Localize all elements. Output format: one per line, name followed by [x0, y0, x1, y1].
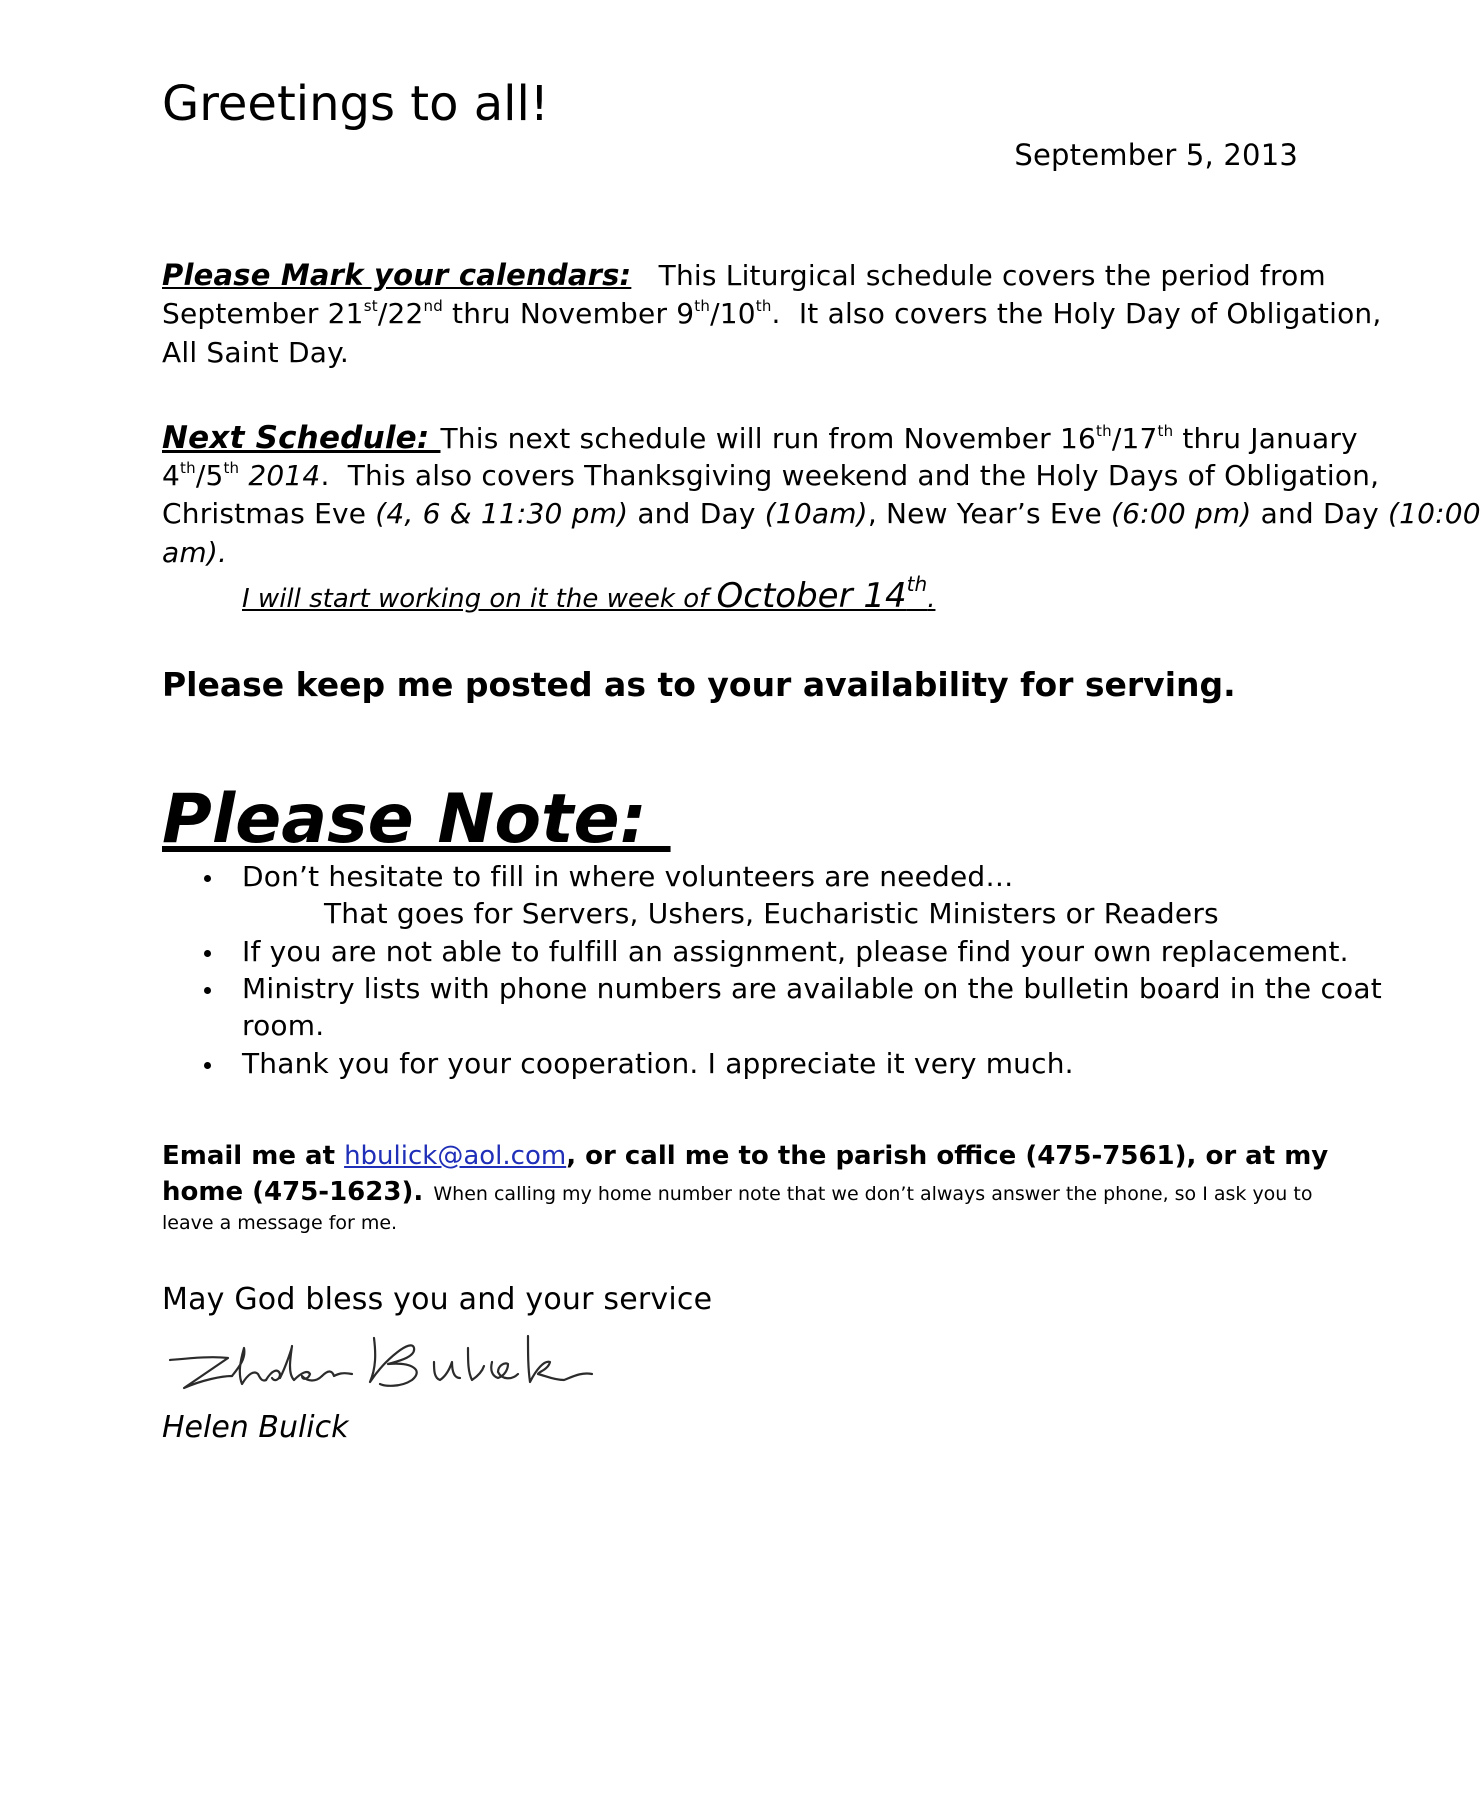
contact-home-phone: home (475-1623). — [162, 1177, 424, 1207]
next-sup-2b: th — [223, 459, 240, 477]
start-text: I will start working on it the week of — [242, 584, 717, 614]
bullet-dot-2 — [204, 950, 211, 957]
blessing-line: May God bless you and your service — [162, 1282, 713, 1317]
mark-line-1 — [162, 258, 1326, 292]
next-text-2b: /5 — [195, 459, 224, 492]
start-sup: th — [906, 572, 928, 596]
next-text-1c: thru January — [1173, 422, 1358, 455]
contact-line-3: leave a message for me. — [162, 1212, 398, 1234]
bullet-dot-1 — [204, 875, 211, 882]
bullet-1: Don’t hesitate to fill in where volunteers are needed… — [242, 860, 1014, 893]
next-text-2d: . This also covers Thanksgiving weekend and the Holy Days of Obligation, — [320, 459, 1380, 492]
next-line-3 — [162, 497, 1481, 530]
next-text-1b: /17 — [1111, 422, 1158, 455]
signature-image — [162, 1318, 602, 1398]
next-xmas-times: (4, 6 & 11:30 pm) — [375, 497, 629, 530]
next-text-1a: This next schedule will run from November 16 — [440, 422, 1097, 455]
please-note-heading: Please Note: — [162, 780, 671, 859]
mark-sup-a: st — [363, 297, 378, 315]
mark-sup-b: nd — [423, 297, 443, 315]
mark-line-3: All Saint Day. — [162, 336, 349, 369]
bullet-dot-4 — [204, 1062, 211, 1069]
next-text-3g: and Day — [1251, 497, 1388, 530]
mark-text-1: This Liturgical schedule covers the period from — [658, 259, 1326, 292]
greeting-heading: Greetings to all! — [162, 76, 550, 132]
next-sup-1b: th — [1157, 422, 1174, 440]
mark-sup-c: th — [694, 297, 711, 315]
bullet-dot-3 — [204, 987, 211, 994]
keep-posted-line: Please keep me posted as to your availability for serving. — [162, 665, 1236, 704]
next-line-4: am). — [162, 536, 228, 569]
bullet-3: Ministry lists with phone numbers are available on the bulletin board in the coat — [242, 972, 1382, 1005]
mark-date-b: /22 — [377, 297, 424, 330]
next-heading: Next Schedule: — [162, 420, 441, 456]
start-date: October 14 — [716, 576, 907, 616]
signer-name: Helen Bulick — [162, 1410, 349, 1445]
next-line-2 — [162, 459, 1379, 492]
next-nye-time: (6:00 pm) — [1111, 497, 1252, 530]
mark-heading: Please Mark your calendars: — [162, 258, 632, 292]
next-text-3c: and Day — [628, 497, 765, 530]
letter-date: September 5, 2013 — [1014, 138, 1298, 172]
next-sup-2a: th — [180, 459, 196, 477]
mark-date-c: thru November 9 — [442, 297, 695, 330]
next-sup-1a: th — [1096, 422, 1112, 440]
next-nyd-time: (10:00 — [1388, 497, 1481, 530]
mark-line-2 — [162, 297, 1381, 330]
start-dot: . — [927, 584, 936, 614]
contact-email-suffix: , or call me to the parish office (475-7561), or at my — [566, 1141, 1329, 1171]
mark-date-a: September 21 — [162, 297, 364, 330]
next-xmas-day-time: (10am) — [764, 497, 868, 530]
bullet-2: If you are not able to fulfill an assignment, please find your own replacement. — [242, 935, 1349, 968]
mark-sup-d: th — [755, 297, 772, 315]
next-line-1 — [162, 420, 1358, 456]
contact-line-1 — [162, 1141, 1328, 1171]
next-text-3e: , New Year’s Eve — [867, 497, 1112, 530]
mark-date-d: /10 — [710, 297, 756, 330]
next-year: 2014 — [248, 459, 321, 492]
contact-email-prefix: Email me at — [162, 1141, 345, 1171]
email-link[interactable]: hbulick@aol.com — [344, 1141, 567, 1171]
bullet-1-continuation: That goes for Servers, Ushers, Eucharistic Ministers or Readers — [324, 897, 1219, 930]
contact-line-2 — [162, 1177, 1312, 1207]
next-text-3a: Christmas Eve — [162, 497, 376, 530]
contact-home-note: When calling my home number note that we don’t always answer the phone, so I ask you to — [433, 1183, 1313, 1205]
bullet-4: Thank you for your cooperation. I appreciate it very much. — [242, 1047, 1074, 1080]
mark-text-2: . It also covers the Holy Day of Obligation, — [771, 297, 1382, 330]
start-working-note — [242, 572, 936, 616]
next-text-2a: 4 — [162, 459, 181, 492]
bullet-3-continuation: room. — [242, 1009, 325, 1042]
